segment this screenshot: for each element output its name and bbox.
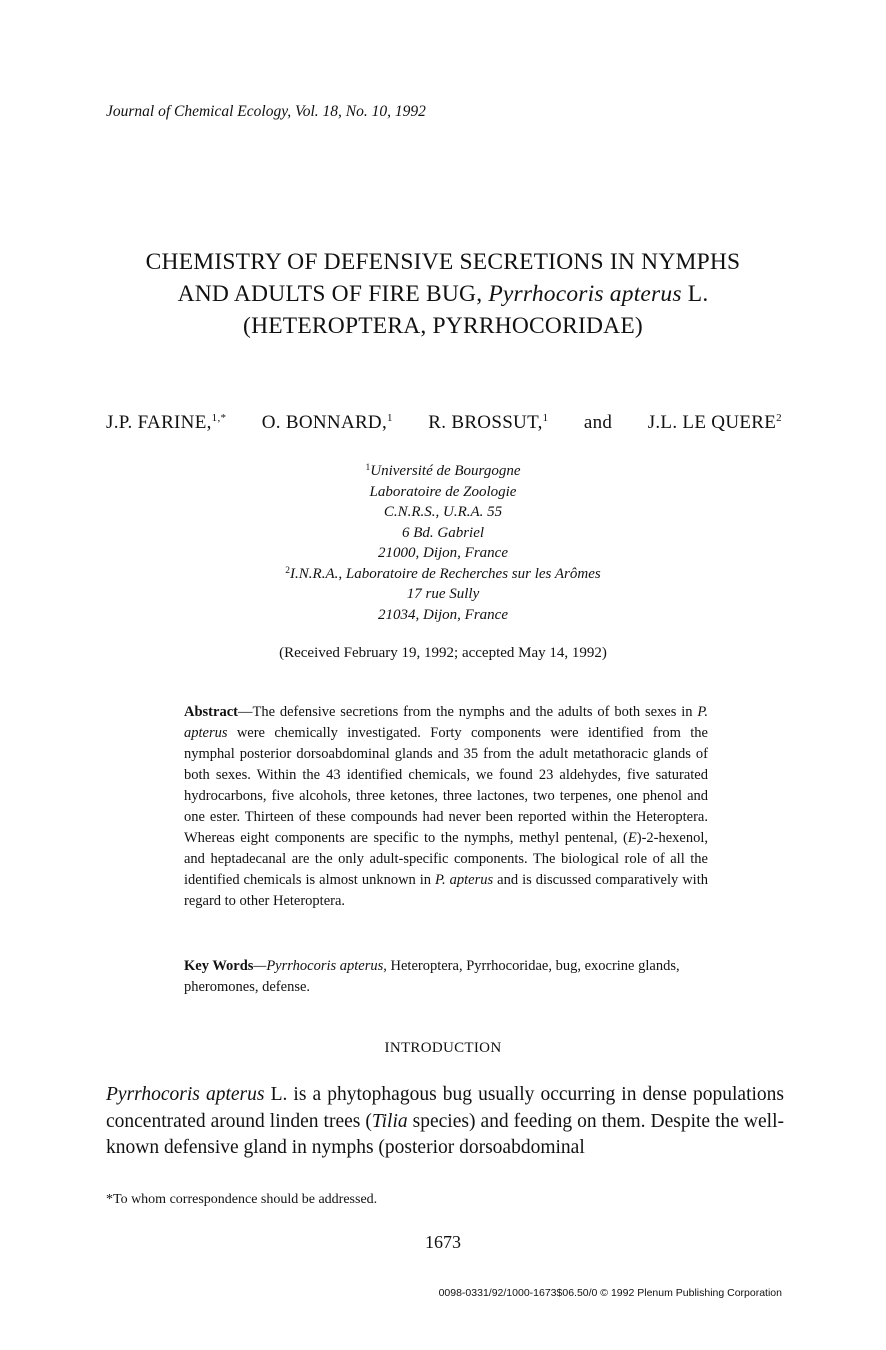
- title-line-1: CHEMISTRY OF DEFENSIVE SECRETIONS IN NYMPHS: [145, 249, 741, 275]
- abstract-isomer: E: [627, 830, 637, 846]
- affiliations: [0, 461, 886, 625]
- abstract-text: —The defensive secretions from the nymphs and the adults of both sexes in: [237, 704, 698, 720]
- affiliation-1-line: 6 Bd. Gabriel: [401, 524, 485, 541]
- title-line-2-suffix: L.: [681, 281, 709, 307]
- page-number: 1673: [425, 1232, 461, 1252]
- author: [262, 412, 393, 434]
- title-line-2-text: AND ADULTS OF FIRE BUG,: [177, 281, 489, 307]
- intro-species: Pyrrhocoris apterus: [106, 1084, 265, 1105]
- abstract-text: and is discussed comparatively with regard to other Heteroptera.: [184, 872, 708, 909]
- abstract: [184, 702, 708, 912]
- affiliation-2-line: [0, 564, 886, 585]
- intro-text: species) and feeding on them. Despite the well-known defensive gland in nymphs (posterior dorsoabdominal: [106, 1110, 784, 1158]
- key-words-label: Key Words: [184, 958, 254, 974]
- title-species: Pyrrhocoris apterus: [488, 281, 682, 307]
- author-name: R. BROSSUT,: [428, 412, 543, 433]
- author-conjunction: and: [583, 412, 613, 433]
- title-line-3: (HETEROPTERA, PYRRHOCORIDAE): [243, 313, 643, 339]
- key-words-species: —Pyrrhocoris apterus: [253, 958, 384, 974]
- author-name: J.L. LE QUERE: [647, 412, 777, 433]
- author: [106, 412, 226, 434]
- copyright-line: 0098-0331/92/1000-1673$06.50/0 © 1992 Plenum Publishing Corporation: [438, 1287, 782, 1299]
- affiliation-1-line: [0, 461, 886, 482]
- affiliation-text: Université de Bourgogne: [370, 463, 521, 479]
- author-affil-mark: 1,*: [211, 412, 227, 424]
- key-words-list: , Heteroptera, Pyrrhocoridae, bug, exocrine glands, pheromones, defense.: [184, 958, 680, 995]
- affiliation-mark: 2: [285, 565, 291, 576]
- abstract-text: )-2-hexenol, and heptadecanal are the only adult-specific components. The biological role of all the identified chemicals is almost unknown in: [184, 830, 708, 888]
- paper-title: [80, 246, 806, 342]
- abstract-species: P. apterus: [435, 872, 494, 888]
- author: [428, 412, 548, 434]
- author: [648, 412, 782, 434]
- author-affil-mark: 1: [387, 412, 393, 424]
- abstract-label: Abstract: [184, 704, 238, 720]
- received-dates: (Received February 19, 1992; accepted May 14, 1992): [279, 645, 607, 661]
- affiliation-2-line: 21034, Dijon, France: [378, 606, 508, 623]
- affiliation-text: I.N.R.A., Laboratoire de Recherches sur les Arômes: [290, 565, 601, 582]
- section-heading-introduction: INTRODUCTION: [384, 1040, 502, 1056]
- author-name: J.P. FARINE,: [106, 412, 212, 433]
- key-words: [184, 956, 708, 998]
- affiliation-mark: 1: [365, 463, 371, 473]
- author-list: [106, 412, 782, 434]
- author-affil-mark: 2: [776, 412, 782, 424]
- affiliation-1-line: C.N.R.S., U.R.A. 55: [383, 504, 503, 520]
- journal-citation: Journal of Chemical Ecology, Vol. 18, No. 10, 1992: [106, 103, 426, 120]
- abstract-text: were chemically investigated. Forty components were identified from the nymphal posterior dorsoabdominal glands and 35 from the adult metathoracic glands of both sexes. Within the 43 identified chemicals, we found 23 aldehydes, five saturated hydrocarbons, five alcohols, three ketones, three lactones, two terpenes, one phenol and one ester. Thirteen of these compounds had never been reported within the Heteroptera. Whereas eight components are specific to the nymphs, methyl pentenal, (: [184, 725, 708, 846]
- title-line-2: [80, 278, 806, 310]
- author-affil-mark: 1: [542, 412, 549, 424]
- introduction-paragraph: [106, 1082, 784, 1162]
- author-name: O. BONNARD,: [261, 412, 388, 433]
- affiliation-2-line: 17 rue Sully: [406, 586, 480, 602]
- affiliation-1-line: Laboratoire de Zoologie: [369, 483, 517, 500]
- affiliation-1-line: 21000, Dijon, France: [378, 545, 508, 561]
- intro-text: L. is a phytophagous bug usually occurring in dense populations concentrated around linden trees (: [106, 1084, 784, 1132]
- correspondence-footnote: *To whom correspondence should be addressed.: [106, 1192, 378, 1207]
- abstract-species: P. apterus: [184, 704, 708, 741]
- intro-genus: Tilia: [371, 1110, 408, 1132]
